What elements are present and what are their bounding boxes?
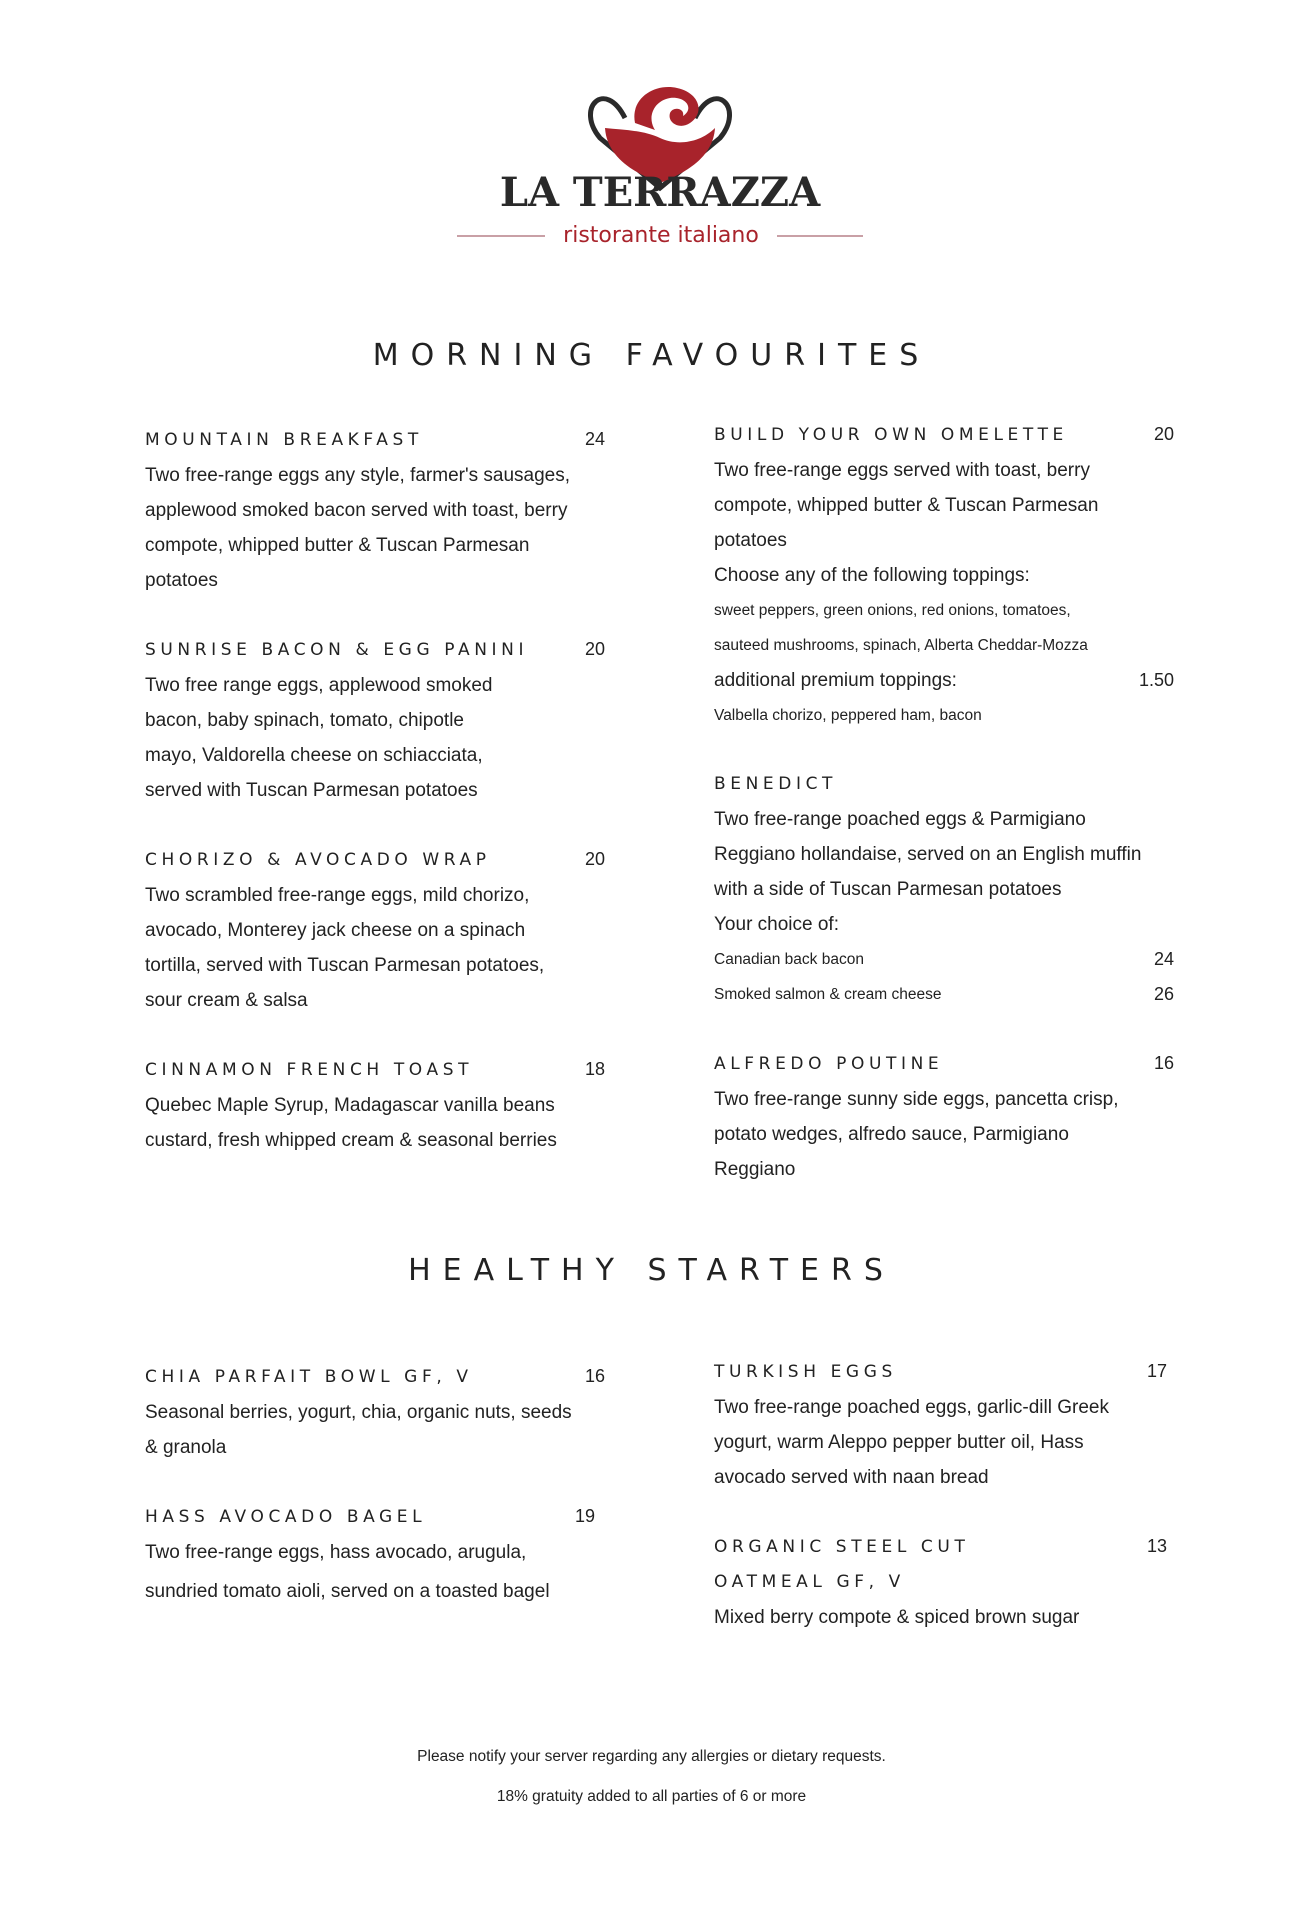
wave-swirl-icon — [634, 87, 698, 130]
choice-label: Your choice of: — [714, 914, 839, 935]
item-name: CINNAMON FRENCH TOAST — [145, 1060, 474, 1080]
item-description-line: avocado, Monterey jack cheese on a spinach — [145, 920, 526, 941]
item-name: ORGANIC STEEL CUT — [714, 1537, 970, 1557]
option-price: 26 — [1153, 984, 1174, 1004]
option-label: Smoked salmon & cream cheese — [714, 986, 942, 1003]
item-description-line: potato wedges, alfredo sauce, Parmigiano — [714, 1124, 1069, 1145]
item-description-line: Reggiano hollandaise, served on an English muffin — [714, 844, 1142, 865]
item-description-line: custard, fresh whipped cream & seasonal berries — [145, 1130, 557, 1151]
menu-item-sunrise-panini — [145, 632, 605, 808]
toppings-line: sweet peppers, green onions, red onions, tomatoes, — [714, 602, 1071, 619]
menu-item-turkish-eggs — [714, 1354, 1167, 1495]
healthy-right-column — [714, 1354, 1167, 1669]
item-description-line: Two scrambled free-range eggs, mild chorizo, — [145, 885, 530, 906]
item-price: 17 — [1146, 1361, 1167, 1381]
benedict-option — [714, 942, 1174, 977]
item-price: 20 — [584, 639, 605, 659]
item-price: 16 — [1153, 1053, 1174, 1073]
item-name: TURKISH EGGS — [714, 1362, 897, 1382]
morning-right-column — [714, 417, 1174, 1221]
item-description-line: Two free-range poached eggs & Parmigiano — [714, 809, 1086, 830]
item-description-line: Reggiano — [714, 1159, 796, 1180]
item-description-line: Two free range eggs, applewood smoked — [145, 675, 493, 696]
item-description-line: Seasonal berries, yogurt, chia, organic nuts, seeds — [145, 1402, 572, 1423]
item-description-line: applewood smoked bacon served with toast, berry — [145, 500, 568, 521]
item-name: HASS AVOCADO BAGEL — [145, 1507, 427, 1527]
benedict-option — [714, 977, 1174, 1012]
logo-graphic — [455, 68, 865, 258]
item-description-line: potatoes — [145, 570, 218, 591]
item-description-line: Two free-range eggs any style, farmer's sausages, — [145, 465, 570, 486]
item-description-line: sour cream & salsa — [145, 990, 308, 1011]
option-label: Canadian back bacon — [714, 951, 864, 968]
item-description-line: served with Tuscan Parmesan potatoes — [145, 780, 478, 801]
premium-toppings-label: additional premium toppings: — [714, 670, 957, 691]
item-description-line: avocado served with naan bread — [714, 1467, 989, 1488]
menu-item-alfredo-poutine — [714, 1046, 1174, 1187]
item-description-line: Mixed berry compote & spiced brown sugar — [714, 1607, 1080, 1628]
option-price: 24 — [1153, 949, 1174, 969]
item-price: 16 — [584, 1366, 605, 1386]
item-description-line: compote, whipped butter & Tuscan Parmesan — [714, 495, 1099, 516]
item-name: CHIA PARFAIT BOWL GF, V — [145, 1367, 473, 1387]
item-description-line: sundried tomato aioli, served on a toasted bagel — [145, 1581, 550, 1602]
item-description-line: potatoes — [714, 530, 787, 551]
item-name: BUILD YOUR OWN OMELETTE — [714, 425, 1068, 445]
item-description-line: & granola — [145, 1437, 227, 1458]
menu-item-steel-cut-oatmeal — [714, 1529, 1167, 1635]
item-description-line: yogurt, warm Aleppo pepper butter oil, Hass — [714, 1432, 1084, 1453]
item-description-line: with a side of Tuscan Parmesan potatoes — [714, 879, 1062, 900]
item-description-line: Two free-range eggs, hass avocado, arugula, — [145, 1542, 527, 1563]
item-name: SUNRISE BACON & EGG PANINI — [145, 640, 529, 660]
item-price: 18 — [584, 1059, 605, 1079]
item-description-line: tortilla, served with Tuscan Parmesan potatoes, — [145, 955, 545, 976]
menu-item-french-toast — [145, 1052, 605, 1158]
item-name: MOUNTAIN BREAKFAST — [145, 430, 423, 450]
logo-tagline: ristorante italiano — [563, 223, 759, 248]
gratuity-note: 18% gratuity added to all parties of 6 or more — [496, 1788, 807, 1805]
menu-item-mountain-breakfast — [145, 422, 605, 598]
item-description-line: mayo, Valdorella cheese on schiacciata, — [145, 745, 483, 766]
premium-toppings-list: Valbella chorizo, peppered ham, bacon — [714, 707, 982, 724]
item-description-line: Quebec Maple Syrup, Madagascar vanilla beans — [145, 1095, 555, 1116]
toppings-label: Choose any of the following toppings: — [714, 565, 1030, 586]
menu-item-benedict — [714, 767, 1174, 1012]
menu-item-omelette — [714, 417, 1174, 733]
premium-toppings-price: 1.50 — [1138, 670, 1174, 690]
item-name: CHORIZO & AVOCADO WRAP — [145, 850, 491, 870]
section-title-healthy-starters: HEALTHY STARTERS — [408, 1253, 895, 1288]
item-price: 20 — [584, 849, 605, 869]
item-price: 24 — [584, 429, 605, 449]
menu-item-chorizo-wrap — [145, 842, 605, 1018]
item-description-line: compote, whipped butter & Tuscan Parmesan — [145, 535, 530, 556]
logo-name: LA TERRAZZA — [499, 169, 821, 216]
item-description-line: Two free-range poached eggs, garlic-dill Greek — [714, 1397, 1109, 1418]
item-description-line: bacon, baby spinach, tomato, chipotle — [145, 710, 464, 731]
morning-left-column — [145, 422, 605, 1192]
item-price: 20 — [1153, 424, 1174, 444]
item-description-line: Two free-range sunny side eggs, pancetta crisp, — [714, 1089, 1119, 1110]
menu-item-chia-parfait — [145, 1359, 605, 1465]
item-name: ALFREDO POUTINE — [714, 1054, 944, 1074]
section-title-morning-favourites: MORNING FAVOURITES — [372, 338, 931, 373]
restaurant-logo — [455, 68, 865, 258]
healthy-left-column — [145, 1359, 605, 1643]
allergy-note: Please notify your server regarding any allergies or dietary requests. — [417, 1748, 886, 1765]
item-price: 19 — [574, 1506, 595, 1526]
menu-item-avocado-bagel — [145, 1499, 605, 1609]
item-description-line: Two free-range eggs served with toast, berry — [714, 460, 1090, 481]
toppings-line: sauteed mushrooms, spinach, Alberta Cheddar-Mozza — [714, 637, 1088, 654]
item-price: 13 — [1146, 1536, 1167, 1556]
item-name: BENEDICT — [714, 774, 838, 794]
item-name-line-2: OATMEAL GF, V — [714, 1572, 905, 1592]
